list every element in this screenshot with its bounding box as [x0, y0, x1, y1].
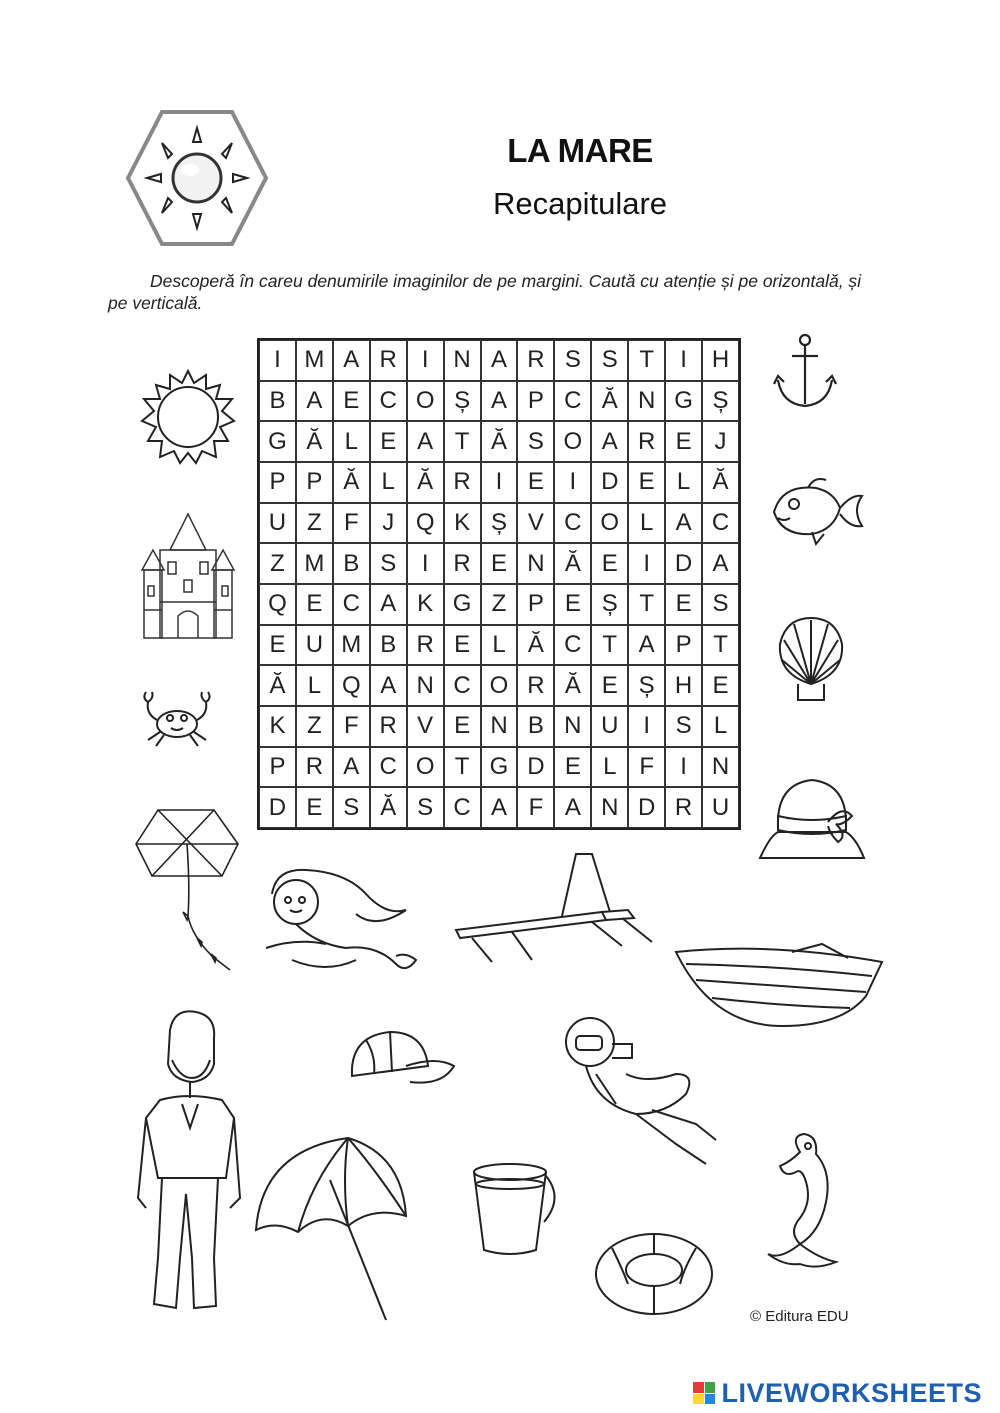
shell-picture	[776, 614, 846, 706]
grid-cell[interactable]: O	[591, 503, 628, 544]
beach-umbrella-picture	[252, 1130, 410, 1326]
grid-cell[interactable]: S	[665, 706, 702, 747]
grid-cell[interactable]: F	[628, 747, 665, 788]
grid-cell[interactable]: C	[554, 625, 591, 666]
grid-cell[interactable]: Ă	[554, 543, 591, 584]
grid-cell[interactable]: M	[333, 625, 370, 666]
grid-cell[interactable]: N	[481, 706, 518, 747]
grid-cell[interactable]: B	[259, 381, 296, 422]
grid-cell[interactable]: A	[370, 665, 407, 706]
grid-cell[interactable]: S	[407, 787, 444, 828]
grid-cell[interactable]: P	[665, 625, 702, 666]
grid-cell[interactable]: R	[517, 340, 554, 381]
grid-cell[interactable]: A	[333, 340, 370, 381]
grid-cell[interactable]: Ș	[591, 584, 628, 625]
grid-cell[interactable]: R	[370, 340, 407, 381]
grid-cell[interactable]: T	[628, 340, 665, 381]
grid-cell[interactable]: T	[702, 625, 739, 666]
grid-cell[interactable]: E	[628, 462, 665, 503]
grid-cell[interactable]: O	[554, 421, 591, 462]
grid-cell[interactable]: R	[296, 747, 333, 788]
grid-cell[interactable]: Z	[296, 503, 333, 544]
grid-cell[interactable]: Ă	[554, 665, 591, 706]
grid-cell[interactable]: A	[554, 787, 591, 828]
grid-cell[interactable]: H	[665, 665, 702, 706]
grid-cell[interactable]: A	[481, 340, 518, 381]
grid-cell[interactable]: T	[628, 584, 665, 625]
grid-cell[interactable]: Ă	[517, 625, 554, 666]
grid-cell[interactable]: Ă	[370, 787, 407, 828]
grid-cell[interactable]: E	[517, 462, 554, 503]
grid-cell[interactable]: S	[517, 421, 554, 462]
grid-cell[interactable]: U	[702, 787, 739, 828]
grid-cell[interactable]: R	[665, 787, 702, 828]
dolphin-picture	[760, 1132, 844, 1272]
grid-cell[interactable]: P	[259, 747, 296, 788]
grid-cell[interactable]: I	[665, 340, 702, 381]
grid-cell[interactable]: L	[296, 665, 333, 706]
anchor-picture	[770, 332, 840, 414]
grid-cell[interactable]: Z	[481, 584, 518, 625]
grid-cell[interactable]: E	[296, 787, 333, 828]
grid-cell[interactable]: A	[296, 381, 333, 422]
grid-cell[interactable]: D	[259, 787, 296, 828]
grid-cell[interactable]: N	[444, 340, 481, 381]
grid-cell[interactable]: A	[481, 787, 518, 828]
grid-cell[interactable]: E	[591, 665, 628, 706]
sun-picture	[136, 365, 240, 469]
kite-picture	[132, 806, 242, 976]
grid-cell[interactable]: O	[407, 747, 444, 788]
grid-cell[interactable]: D	[517, 747, 554, 788]
grid-cell[interactable]: Ș	[702, 381, 739, 422]
grid-cell[interactable]: L	[481, 625, 518, 666]
sailor-picture	[130, 1008, 244, 1326]
instructions-text: Descoperă în careu denumirile imaginilor de pe margini. Caută cu atenție și pe orizontală, și pe verticală.	[108, 271, 862, 313]
grid-cell[interactable]: N	[517, 543, 554, 584]
brand-text: LIVEWORKSHEETS	[721, 1377, 982, 1408]
diver-picture	[556, 1014, 724, 1172]
grid-cell[interactable]: M	[296, 543, 333, 584]
grid-cell[interactable]: E	[665, 421, 702, 462]
page-title: LA MARE	[507, 132, 653, 169]
grid-cell[interactable]: K	[259, 706, 296, 747]
grid-cell[interactable]: P	[259, 462, 296, 503]
grid-cell[interactable]: Ă	[702, 462, 739, 503]
grid-cell[interactable]: S	[370, 543, 407, 584]
grid-cell[interactable]: Q	[333, 665, 370, 706]
grid-cell[interactable]: I	[407, 543, 444, 584]
grid-cell[interactable]: G	[481, 747, 518, 788]
grid-cell[interactable]: N	[628, 381, 665, 422]
grid-cell[interactable]: Z	[296, 706, 333, 747]
grid-cell[interactable]: I	[259, 340, 296, 381]
grid-cell[interactable]: Ă	[333, 462, 370, 503]
grid-cell[interactable]: B	[517, 706, 554, 747]
grid-cell[interactable]: R	[407, 625, 444, 666]
grid-cell[interactable]: O	[481, 665, 518, 706]
grid-cell[interactable]: A	[481, 381, 518, 422]
grid-cell[interactable]: N	[554, 706, 591, 747]
grid-cell[interactable]: L	[591, 747, 628, 788]
grid-cell[interactable]: B	[370, 625, 407, 666]
grid-cell[interactable]: Ă	[407, 462, 444, 503]
fish-picture	[768, 472, 866, 550]
grid-cell[interactable]: Ă	[259, 665, 296, 706]
grid-cell[interactable]: C	[702, 503, 739, 544]
grid-cell[interactable]: E	[259, 625, 296, 666]
grid-cell[interactable]: C	[370, 381, 407, 422]
liveworksheets-brand[interactable]	[693, 1378, 982, 1408]
grid-cell[interactable]: L	[333, 421, 370, 462]
page-subtitle: Recapitulare	[492, 186, 668, 221]
grid-cell[interactable]: P	[517, 381, 554, 422]
grid-cell[interactable]: A	[702, 543, 739, 584]
logo-square-blue	[705, 1394, 716, 1405]
grid-cell[interactable]: I	[665, 747, 702, 788]
grid-cell[interactable]: Ș	[628, 665, 665, 706]
grid-cell[interactable]: I	[407, 340, 444, 381]
grid-cell[interactable]: Q	[259, 584, 296, 625]
logo-square-yellow	[693, 1394, 704, 1405]
mermaid-picture	[256, 864, 422, 984]
grid-cell[interactable]: Z	[259, 543, 296, 584]
grid-cell[interactable]: N	[591, 787, 628, 828]
bucket-picture	[468, 1158, 564, 1258]
liveworksheets-logo-icon	[693, 1382, 715, 1404]
grid-cell[interactable]: Ș	[481, 503, 518, 544]
grid-cell[interactable]: R	[444, 462, 481, 503]
grid-cell[interactable]: E	[665, 584, 702, 625]
grid-cell[interactable]: E	[702, 665, 739, 706]
grid-cell[interactable]: L	[702, 706, 739, 747]
grid-cell[interactable]: S	[702, 584, 739, 625]
grid-cell[interactable]: E	[296, 584, 333, 625]
hexagon-sun-emblem	[124, 108, 270, 248]
grid-cell[interactable]: C	[554, 381, 591, 422]
grid-cell[interactable]: D	[628, 787, 665, 828]
grid-cell[interactable]: V	[407, 706, 444, 747]
grid-cell[interactable]: E	[444, 706, 481, 747]
grid-cell[interactable]: M	[296, 340, 333, 381]
crab-picture	[138, 688, 216, 750]
grid-cell[interactable]: A	[370, 584, 407, 625]
grid-cell[interactable]: K	[444, 503, 481, 544]
cap-picture	[346, 1026, 458, 1096]
grid-cell[interactable]: R	[517, 665, 554, 706]
grid-cell[interactable]: E	[554, 747, 591, 788]
grid-cell[interactable]: E	[333, 381, 370, 422]
grid-cell[interactable]: I	[481, 462, 518, 503]
grid-cell[interactable]: U	[259, 503, 296, 544]
grid-cell[interactable]: G	[259, 421, 296, 462]
grid-cell[interactable]: A	[628, 625, 665, 666]
grid-cell[interactable]: G	[665, 381, 702, 422]
grid-cell[interactable]: R	[444, 543, 481, 584]
grid-cell[interactable]: L	[370, 462, 407, 503]
grid-cell[interactable]: A	[591, 421, 628, 462]
grid-cell[interactable]: K	[407, 584, 444, 625]
grid-cell[interactable]: A	[333, 747, 370, 788]
copyright-text: © Editura EDU	[750, 1308, 849, 1325]
grid-cell[interactable]: I	[628, 543, 665, 584]
word-search-grid	[257, 338, 741, 830]
grid-cell[interactable]: A	[665, 503, 702, 544]
grid-cell[interactable]: C	[554, 503, 591, 544]
swim-ring-picture	[592, 1228, 716, 1320]
grid-cell[interactable]: Ă	[591, 381, 628, 422]
grid-cell[interactable]: N	[702, 747, 739, 788]
grid-cell[interactable]: P	[296, 462, 333, 503]
logo-square-red	[693, 1382, 704, 1393]
grid-cell[interactable]: E	[370, 421, 407, 462]
grid-cell[interactable]: I	[554, 462, 591, 503]
grid-cell[interactable]: C	[370, 747, 407, 788]
logo-square-green	[705, 1382, 716, 1393]
grid-cell[interactable]: D	[665, 543, 702, 584]
grid-cell[interactable]: E	[554, 584, 591, 625]
grid-cell[interactable]: L	[628, 503, 665, 544]
grid-cell[interactable]: F	[333, 706, 370, 747]
grid-cell[interactable]: S	[591, 340, 628, 381]
grid-cell[interactable]: D	[591, 462, 628, 503]
grid-cell[interactable]: I	[628, 706, 665, 747]
grid-cell[interactable]: B	[333, 543, 370, 584]
grid-cell[interactable]: A	[407, 421, 444, 462]
hat-picture	[758, 776, 866, 862]
grid-cell[interactable]: R	[628, 421, 665, 462]
grid-cell[interactable]: E	[444, 625, 481, 666]
grid-cell[interactable]: Q	[407, 503, 444, 544]
grid-cell[interactable]: N	[407, 665, 444, 706]
grid-cell[interactable]: T	[591, 625, 628, 666]
grid-cell[interactable]: S	[333, 787, 370, 828]
grid-cell[interactable]: J	[702, 421, 739, 462]
grid-cell[interactable]: C	[444, 787, 481, 828]
grid-cell[interactable]: O	[407, 381, 444, 422]
grid-cell[interactable]: L	[665, 462, 702, 503]
grid-cell[interactable]: T	[444, 421, 481, 462]
grid-cell[interactable]: Ă	[481, 421, 518, 462]
grid-cell[interactable]: S	[554, 340, 591, 381]
sunbed-picture	[452, 850, 660, 966]
grid-cell[interactable]: F	[333, 503, 370, 544]
grid-cell[interactable]: V	[517, 503, 554, 544]
grid-cell[interactable]: R	[370, 706, 407, 747]
grid-cell[interactable]: H	[702, 340, 739, 381]
grid-cell[interactable]: G	[444, 584, 481, 625]
grid-cell[interactable]: E	[591, 543, 628, 584]
grid-cell[interactable]: J	[370, 503, 407, 544]
grid-cell[interactable]: P	[517, 584, 554, 625]
grid-cell[interactable]: Ă	[296, 421, 333, 462]
grid-cell[interactable]: T	[444, 747, 481, 788]
castle-picture	[138, 510, 238, 642]
grid-cell[interactable]: C	[444, 665, 481, 706]
grid-cell[interactable]: Ș	[444, 381, 481, 422]
grid-cell[interactable]: F	[517, 787, 554, 828]
grid-cell[interactable]: U	[591, 706, 628, 747]
grid-cell[interactable]: U	[296, 625, 333, 666]
grid-cell[interactable]: E	[481, 543, 518, 584]
grid-cell[interactable]: C	[333, 584, 370, 625]
